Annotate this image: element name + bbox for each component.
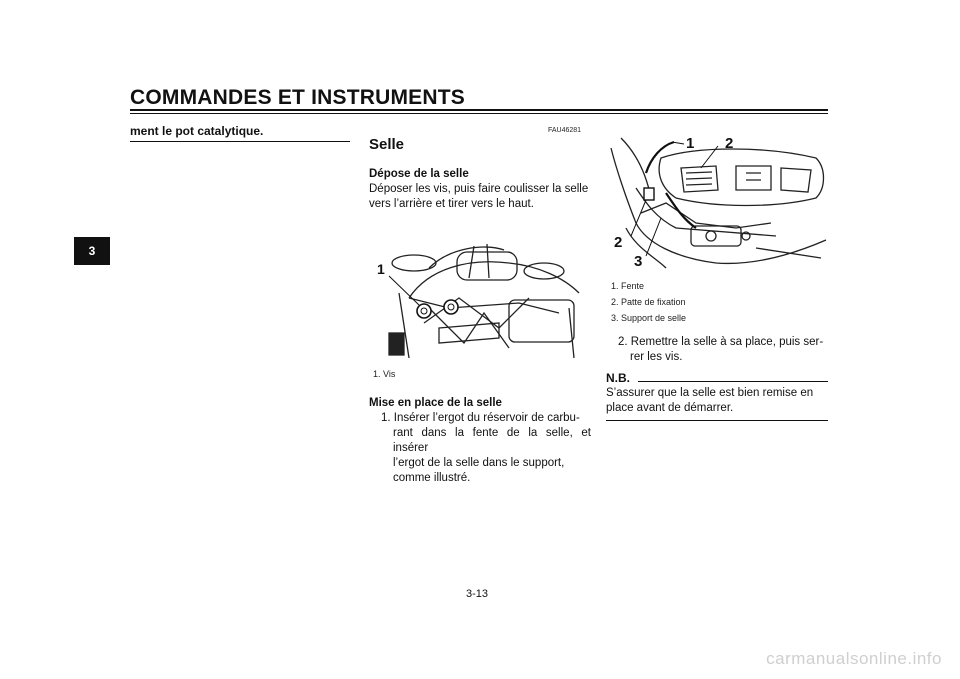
- removal-line: vers l’arrière et tirer vers le haut.: [369, 198, 534, 210]
- fau-code: FAU46281: [548, 127, 582, 134]
- figure2-callout-3: 3: [634, 253, 643, 270]
- section-title: Selle: [369, 136, 405, 153]
- removal-subtitle: Dépose de la selle: [369, 168, 469, 180]
- figure2-callout-2-left: 2: [614, 234, 623, 251]
- chapter-tab: 3: [74, 237, 110, 265]
- step1-line: 1. Insérer l’ergot du réservoir de carbu-: [381, 412, 580, 424]
- figure2-callout-2-top: 2: [725, 135, 734, 152]
- header-rule-thick: [130, 109, 828, 111]
- watermark: carmanualsonline.info: [766, 649, 942, 668]
- figure2-caption: 2. Patte de fixation: [611, 297, 686, 307]
- page-header-title: COMMANDES ET INSTRUMENTS: [130, 86, 465, 109]
- figure2-callout-1: 1: [686, 135, 695, 152]
- nb-line: place avant de démarrer.: [606, 402, 734, 414]
- install-subtitle: Mise en place de la selle: [369, 397, 502, 409]
- install-step1: [369, 411, 591, 486]
- step1-line: comme illustré.: [393, 472, 471, 484]
- figure2-caption: 3. Support de selle: [611, 313, 687, 323]
- page-number: 3-13: [466, 588, 489, 600]
- removal-body: [369, 182, 591, 212]
- col1-rule: [130, 141, 350, 142]
- figure1-caption: 1. Vis: [373, 369, 396, 379]
- install-step2: [606, 335, 828, 365]
- step1-line: l’ergot de la selle dans le support,: [393, 457, 565, 469]
- step1-line: rant dans la fente de la selle, et insérer: [393, 427, 591, 454]
- step2-line: 2. Remettre la selle à sa place, puis ser-: [618, 336, 824, 348]
- header-rule-thin: [130, 113, 828, 114]
- figure2-caption: 1. Fente: [611, 281, 645, 291]
- nb-rule: [638, 381, 828, 382]
- nb-body: [606, 386, 828, 416]
- removal-line: Déposer les vis, puis faire coulisser la selle: [369, 183, 589, 195]
- nb-line: S’assurer que la selle est bien remise en: [606, 387, 814, 399]
- step2-line: rer les vis.: [630, 351, 683, 363]
- figure1-callout: 1: [377, 261, 385, 277]
- nb-rule-bottom: [606, 420, 828, 421]
- seat-screws-illustration: [369, 238, 591, 360]
- seat-install-illustration: [606, 128, 828, 274]
- nb-label: N.B.: [606, 371, 630, 385]
- continued-text: ment le pot catalytique.: [130, 124, 264, 138]
